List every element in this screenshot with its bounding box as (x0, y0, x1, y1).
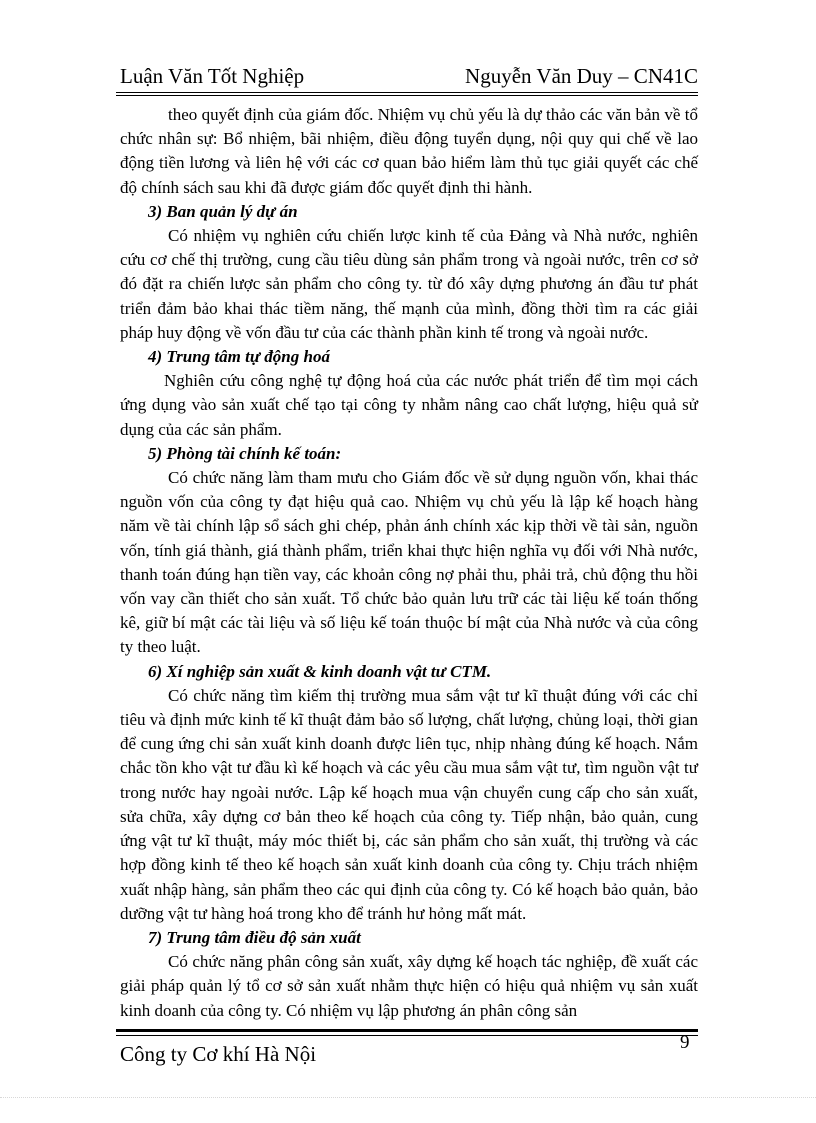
paragraph-section-3: Có nhiệm vụ nghiên cứu chiến lược kinh tế của Đảng và Nhà nước, nghiên cứu cơ chế thị trường, cung cầu tiêu dùng sản phẩm trong và ngoài nước, trên cơ sở đó đặt ra chiến lược sản phẩm cho công ty. từ đó xây dựng phương án đầu tư phát triển đảm bảo khai thác tiềm năng, thế mạnh của mình, đồng thời tìm ra các giải pháp huy động về vốn đầu tư của các thành phần kinh tế trong và ngoài nước. (120, 226, 698, 342)
page-body (120, 103, 698, 1023)
page-number: 9 (680, 1032, 690, 1053)
section-heading-5: 5) Phòng tài chính kế toán: (148, 443, 342, 463)
footer-divider-thick (116, 1029, 698, 1032)
page-header (120, 60, 698, 90)
paragraph-continuation: theo quyết định của giám đốc. Nhiệm vụ chủ yếu là dự thảo các văn bản về tổ chức nhân sự: Bổ nhiệm, bãi nhiệm, điều động tuyển dụng, nội quy qui chế về lao động tiền lương và liên hệ với các cơ quan bảo hiểm làm thủ tục giải quyết các chế độ chính sách sau khi đã được giám đốc quyết định thi hành. (120, 105, 698, 197)
paragraph-section-5: Có chức năng làm tham mưu cho Giám đốc về sử dụng nguồn vốn, khai thác nguồn vốn của công ty đạt hiệu quả cao. Nhiệm vụ chủ yếu là lập kế hoạch hàng năm về tài chính lập sổ sách ghi chép, phản ánh chính xác kịp thời về tài sản, nguồn vốn, tính giá thành, giá thành phẩm, triển khai thực hiện nghĩa vụ đối với Nhà nước, thanh toán đúng hạn tiền vay, các khoản công nợ phải thu, phải trả, chủ động thu hồi vốn vay cần thiết cho sản xuất. Tổ chức bảo quản lưu trữ các tài liệu kế toán thống kê, giữ bí mật các tài liệu và số liệu kế toán thuộc bí mật của Nhà nước và của công ty theo luật. (120, 468, 698, 657)
page-bottom-edge (0, 1097, 816, 1098)
paragraph-section-7: Có chức năng phân công sản xuất, xây dựng kế hoạch tác nghiệp, đề xuất các giải pháp quản lý tổ cơ sở sản xuất nhằm thực hiện có hiệu quả nhiệm vụ sản xuất kinh doanh của công ty. Có nhiệm vụ lập phương án phân công sản (120, 952, 698, 1020)
header-divider (116, 92, 698, 93)
section-heading-3: 3) Ban quản lý dự án (148, 201, 298, 221)
section-heading-4: 4) Trung tâm tự động hoá (148, 347, 330, 367)
header-thesis-title: Luận Văn Tốt Nghiệp (120, 64, 305, 88)
header-author: Nguyễn Văn Duy – CN41C (465, 64, 698, 88)
header-divider-second (116, 95, 698, 96)
section-heading-7: 7) Trung tâm điều độ sản xuất (148, 927, 361, 947)
footer-company-name: Công ty Cơ khí Hà Nội (120, 1042, 317, 1066)
paragraph-section-6: Có chức năng tìm kiếm thị trường mua sắm vật tư kĩ thuật đúng với các chỉ tiêu và định mức kinh tế kĩ thuật đảm bảo số lượng, chất lượng, chủng loại, thời gian để cung ứng chi sản xuất kinh doanh được liên tục, nhịp nhàng đúng kế hoạch. Nắm chắc tồn kho vật tư đầu kì kế hoạch và các yêu cầu mua sắm vật tư, tìm nguồn vật tư trong nước hay ngoài nước. Lập kế hoạch mua vận chuyển cung cấp cho sản xuất, sửa chữa, xây dựng cơ bản theo kế hoạch của công ty. Tiếp nhận, bảo quản, cung ứng vật tư kĩ thuật, máy móc thiết bị, các sản phẩm cho sản xuất, thị trường và các hợp đồng kinh tế theo kế hoạch sản xuất kinh doanh của công ty. Chịu trách nhiệm xuất nhập hàng, sản phẩm theo các qui định của công ty. Có kế hoạch bảo quản, bảo dưỡng vật tư hàng hoá trong kho để tránh hư hỏng mất mát. (120, 685, 698, 923)
section-heading-6: 6) Xí nghiệp sản xuất & kinh doanh vật tư CTM. (148, 661, 492, 681)
footer-divider-thin (116, 1035, 698, 1036)
paragraph-section-4: Nghiên cứu công nghệ tự động hoá của các nước phát triển để tìm mọi cách ứng dụng vào sản xuất chế tạo tại công ty nhằm nâng cao chất lượng, hiệu quả sử dụng của các sản phẩm. (120, 371, 698, 439)
